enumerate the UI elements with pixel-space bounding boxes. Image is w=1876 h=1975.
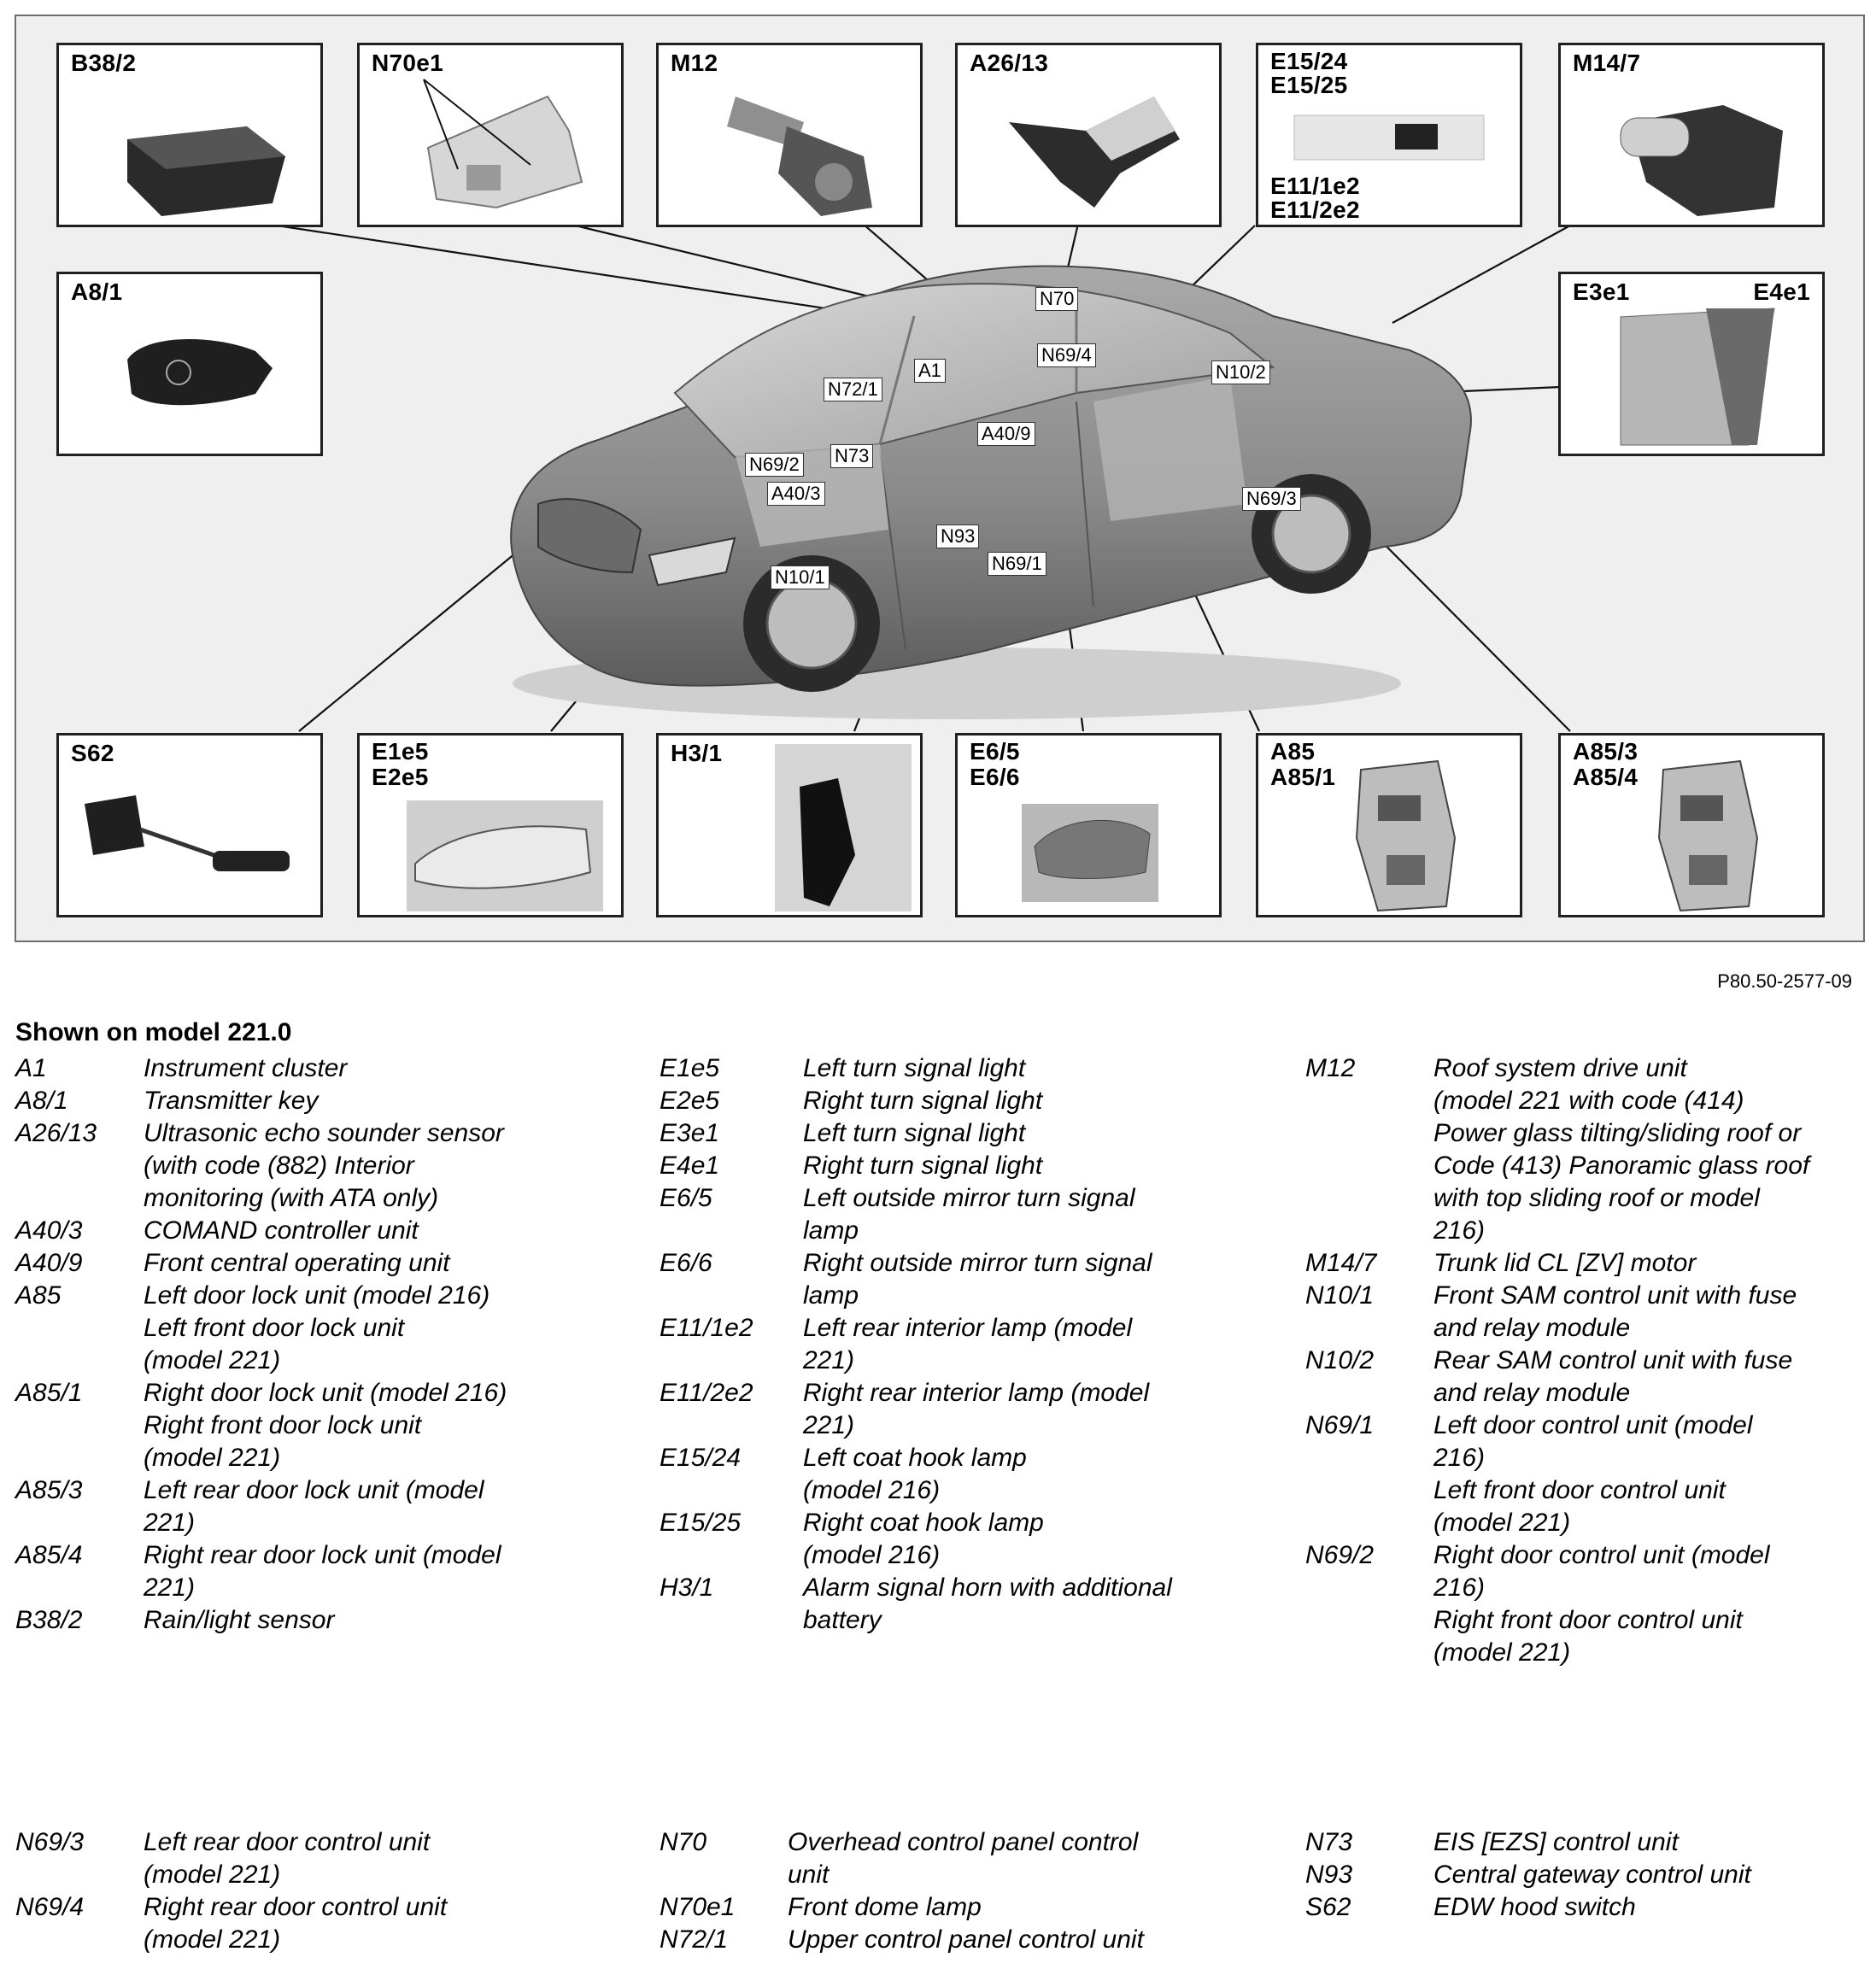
legend-entry [660, 1891, 1258, 1924]
legend-description-line: Right rear door lock unit (model [144, 1541, 501, 1569]
legend-description-line: Right rear interior lamp (model [803, 1379, 1150, 1407]
legend-description-line: EDW hood switch [1433, 1893, 1636, 1921]
legend-heading: Shown on model 221.0 [15, 1018, 292, 1046]
legend-description-line: (model 221) [144, 1346, 281, 1374]
legend-description-line: and relay module [1433, 1314, 1631, 1342]
legend-description-line: battery [803, 1606, 882, 1634]
component-box-a26-13 [955, 43, 1222, 227]
legend-description-line: unit [788, 1861, 830, 1889]
legend-entry [660, 1312, 1258, 1377]
legend-description-line: 221) [803, 1346, 855, 1374]
legend-description-line: 221) [144, 1574, 196, 1602]
legend-description-line: (model 221 with code (414) [1433, 1087, 1744, 1115]
component-box-e1e5 [357, 733, 624, 917]
legend-entry [660, 1507, 1258, 1572]
legend-description [144, 1117, 630, 1215]
legend-description-line: Right door control unit (model [1433, 1541, 1770, 1569]
legend-description [144, 1280, 630, 1377]
legend-description-line: Front SAM control unit with fuse [1433, 1281, 1797, 1310]
legend-description-line: Transmitter key [144, 1087, 319, 1115]
legend-description [144, 1539, 630, 1604]
box-label: A85/4 [1573, 764, 1639, 790]
legend-entry [1305, 1826, 1869, 1859]
legend-description-line: Left front door control unit [1433, 1476, 1726, 1504]
legend-entry [15, 1280, 630, 1377]
legend-entry [660, 1182, 1258, 1247]
car-tag-n70: N70 [1035, 287, 1078, 311]
box-label: E11/2e2 [1270, 196, 1360, 223]
legend-description-line: COMAND controller unit [144, 1216, 419, 1245]
alarm-horn-icon [659, 735, 923, 917]
legend-description-line: Rain/light sensor [144, 1606, 335, 1634]
legend-description [1433, 1891, 1869, 1924]
legend-code: N69/3 [15, 1828, 85, 1856]
car-tag-a40-9: A40/9 [977, 422, 1035, 446]
front-dome-lamp-icon [360, 45, 624, 227]
box-label: M12 [671, 50, 718, 76]
hood-switch-icon [59, 735, 323, 917]
legend-description-line: Left rear interior lamp (model [803, 1314, 1133, 1342]
figure-code: P80.50-2577-09 [1717, 970, 1852, 992]
legend-code: A1 [15, 1054, 47, 1082]
legend-entry [660, 1572, 1258, 1637]
legend-description [803, 1052, 1258, 1085]
legend-entry [15, 1891, 630, 1956]
legend-description-line: Power glass tilting/sliding roof or [1433, 1119, 1802, 1147]
legend-description [803, 1150, 1258, 1182]
legend-description-line: Left turn signal light [803, 1119, 1026, 1147]
legend-code: E4e1 [660, 1152, 720, 1180]
legend-description-line: Front dome lamp [788, 1893, 982, 1921]
legend-code: A85/4 [15, 1541, 83, 1569]
component-box-e3e1 [1558, 272, 1825, 456]
legend-entry [15, 1052, 630, 1085]
legend-description-line: Central gateway control unit [1433, 1861, 1751, 1889]
legend-code: E11/2e2 [660, 1379, 753, 1407]
car-tag-n69-1: N69/1 [988, 552, 1046, 576]
box-label: N70e1 [372, 50, 444, 76]
component-box-h3-1 [656, 733, 923, 917]
legend-description-line: Left coat hook lamp [803, 1444, 1027, 1472]
car-tag-n69-2: N69/2 [745, 453, 804, 477]
legend-description [803, 1442, 1258, 1507]
legend-code: N10/1 [1305, 1281, 1375, 1310]
legend-entry [15, 1826, 630, 1891]
car-illustration [478, 248, 1486, 726]
legend-entry [1305, 1247, 1869, 1280]
legend-description-line: Left door lock unit (model 216) [144, 1281, 490, 1310]
box-label: A26/13 [970, 50, 1049, 76]
legend-column-4 [15, 1826, 630, 1956]
box-label: E15/24 [1270, 48, 1348, 74]
rain-light-sensor-icon [59, 45, 323, 227]
mirror-turn-signal-icon [958, 735, 1222, 917]
legend-description [803, 1572, 1258, 1637]
legend-description-line: (model 221) [144, 1444, 281, 1472]
legend-description-line: and relay module [1433, 1379, 1631, 1407]
legend-description-line: Ultrasonic echo sounder sensor [144, 1119, 504, 1147]
legend-description-line: Right coat hook lamp [803, 1509, 1044, 1537]
legend-description [1433, 1052, 1869, 1247]
box-label: M14/7 [1573, 50, 1641, 76]
legend-code: A8/1 [15, 1087, 68, 1115]
legend-description-line: Left front door lock unit [144, 1314, 405, 1342]
ultrasonic-sensor-icon [958, 45, 1222, 227]
legend-description-line: lamp [803, 1281, 859, 1310]
legend-code: H3/1 [660, 1574, 714, 1602]
box-label: A85/3 [1573, 738, 1639, 765]
legend-description [144, 1247, 630, 1280]
box-label: E6/5 [970, 738, 1020, 765]
legend-code: N69/2 [1305, 1541, 1375, 1569]
car-tag-n72-1: N72/1 [824, 378, 882, 401]
legend-code: A85/1 [15, 1379, 83, 1407]
transmitter-key-icon [59, 274, 323, 456]
rear-turn-signal-icon [1561, 274, 1825, 456]
legend-description-line: Rear SAM control unit with fuse [1433, 1346, 1793, 1374]
legend-code: E3e1 [660, 1119, 720, 1147]
box-label: E1e5 [372, 738, 429, 765]
legend-code: E6/6 [660, 1249, 712, 1277]
legend-code: N10/2 [1305, 1346, 1375, 1374]
legend-description-line: Upper control panel control unit [788, 1925, 1144, 1954]
legend-description-line: (with code (882) Interior [144, 1152, 414, 1180]
legend-description [803, 1117, 1258, 1150]
legend-description [803, 1247, 1258, 1312]
legend-description-line: (model 221) [144, 1861, 281, 1889]
legend-entry [660, 1826, 1258, 1891]
legend-description-line: 216) [1433, 1574, 1486, 1602]
box-label: S62 [71, 740, 114, 766]
legend-code: N73 [1305, 1828, 1353, 1856]
legend-description-line: Trunk lid CL [ZV] motor [1433, 1249, 1697, 1277]
legend-entry [15, 1247, 630, 1280]
legend-description [144, 1377, 630, 1474]
legend-description [803, 1377, 1258, 1442]
legend-description [1433, 1280, 1869, 1345]
car-tag-n10-2: N10/2 [1211, 360, 1270, 384]
component-box-m12 [656, 43, 923, 227]
box-label: A8/1 [71, 278, 123, 305]
legend-description [1433, 1859, 1869, 1891]
legend-entry [660, 1377, 1258, 1442]
box-label: A85 [1270, 738, 1316, 765]
legend-entry [1305, 1891, 1869, 1924]
legend-description [144, 1474, 630, 1539]
legend-description-line: (model 216) [803, 1476, 941, 1504]
legend-description-line: lamp [803, 1216, 859, 1245]
box-label: E15/25 [1270, 72, 1348, 98]
legend-description [144, 1826, 630, 1891]
legend-entry [1305, 1345, 1869, 1409]
roof-drive-unit-icon [659, 45, 923, 227]
component-box-m14-7 [1558, 43, 1825, 227]
car-tag-n73: N73 [830, 444, 873, 468]
coat-hook-lamp-icon [1258, 45, 1522, 227]
box-label: A85/1 [1270, 764, 1336, 790]
legend-code: E6/5 [660, 1184, 712, 1212]
box-label: E3e1 [1573, 278, 1630, 305]
component-box-a85 [1256, 733, 1522, 917]
legend-description-line: Right turn signal light [803, 1152, 1043, 1180]
legend-code: N69/1 [1305, 1411, 1375, 1439]
legend-description-line: Right front door lock unit [144, 1411, 422, 1439]
legend-description-line: Left outside mirror turn signal [803, 1184, 1135, 1212]
legend-description-line: EIS [EZS] control unit [1433, 1828, 1679, 1856]
legend-code: S62 [1305, 1893, 1351, 1921]
legend-entry [15, 1085, 630, 1117]
box-label: H3/1 [671, 740, 723, 766]
headlamp-icon [360, 735, 624, 917]
legend-column-2 [660, 1052, 1258, 1637]
legend-code: A85/3 [15, 1476, 83, 1504]
legend-column-6 [1305, 1826, 1869, 1924]
legend-description-line: Right outside mirror turn signal [803, 1249, 1152, 1277]
legend-description [803, 1312, 1258, 1377]
legend-description-line: (model 216) [803, 1541, 941, 1569]
legend-code: N93 [1305, 1861, 1353, 1889]
legend-entry [15, 1215, 630, 1247]
legend-code: A40/3 [15, 1216, 83, 1245]
legend-description-line: monitoring (with ATA only) [144, 1184, 439, 1212]
legend-description-line: 216) [1433, 1444, 1486, 1472]
legend-description-line: (model 221) [1433, 1509, 1571, 1537]
legend-description [803, 1085, 1258, 1117]
legend-entry [1305, 1409, 1869, 1539]
legend-description-line: Right rear door control unit [144, 1893, 448, 1921]
legend-description [788, 1891, 1258, 1924]
legend-code: A26/13 [15, 1119, 97, 1147]
legend-description-line: Left turn signal light [803, 1054, 1026, 1082]
legend-description-line: (model 221) [1433, 1638, 1571, 1667]
legend-description [803, 1507, 1258, 1572]
legend-entry [15, 1539, 630, 1604]
component-box-e6 [955, 733, 1222, 917]
car-tag-n10-1: N10/1 [771, 566, 830, 589]
door-lock-unit-icon [1561, 735, 1825, 917]
component-box-n70e1 [357, 43, 624, 227]
legend-code: A40/9 [15, 1249, 83, 1277]
legend-description [144, 1052, 630, 1085]
legend-code: E15/24 [660, 1444, 742, 1472]
legend-entry [660, 1150, 1258, 1182]
legend-description [1433, 1826, 1869, 1859]
legend-description [144, 1215, 630, 1247]
legend-entry [660, 1117, 1258, 1150]
legend-description [788, 1826, 1258, 1891]
legend-description-line: Left rear door control unit [144, 1828, 431, 1856]
legend-column-3 [1305, 1052, 1869, 1669]
legend-description [1433, 1247, 1869, 1280]
legend-description-line: Front central operating unit [144, 1249, 450, 1277]
car-tag-a40-3: A40/3 [767, 482, 825, 506]
legend-code: N69/4 [15, 1893, 85, 1921]
trunk-lid-motor-icon [1561, 45, 1825, 227]
legend-code: N70 [660, 1828, 707, 1856]
legend-entry [660, 1442, 1258, 1507]
legend-code: N70e1 [660, 1893, 736, 1921]
legend-description-line: 221) [144, 1509, 196, 1537]
legend-description-line: Left door control unit (model [1433, 1411, 1753, 1439]
legend-code: A85 [15, 1281, 62, 1310]
component-box-a8-1 [56, 272, 323, 456]
component-box-b38-2 [56, 43, 323, 227]
legend-description-line: Left rear door lock unit (model [144, 1476, 484, 1504]
legend-description [144, 1085, 630, 1117]
car-tag-n69-4: N69/4 [1037, 343, 1096, 367]
legend-description-line: Alarm signal horn with additional [803, 1574, 1172, 1602]
legend-description-line: Overhead control panel control [788, 1828, 1139, 1856]
legend-description [144, 1604, 630, 1637]
legend-description-line: 216) [1433, 1216, 1486, 1245]
legend-column-1 [15, 1052, 630, 1637]
box-label: E6/6 [970, 764, 1020, 790]
box-label: E4e1 [1753, 278, 1810, 305]
legend-description [1433, 1345, 1869, 1409]
box-label: B38/2 [71, 50, 137, 76]
car-tag-n93: N93 [936, 525, 979, 548]
legend-entry [15, 1474, 630, 1539]
legend-entry [660, 1085, 1258, 1117]
legend-entry [1305, 1052, 1869, 1247]
legend-entry [15, 1604, 630, 1637]
legend-code: E1e5 [660, 1054, 720, 1082]
legend-description-line: (model 221) [144, 1925, 281, 1954]
legend-description-line: Right front door control unit [1433, 1606, 1743, 1634]
legend-code: E2e5 [660, 1087, 720, 1115]
legend-entry [1305, 1859, 1869, 1891]
legend-description-line: Right turn signal light [803, 1087, 1043, 1115]
legend-description [803, 1182, 1258, 1247]
legend-description-line: with top sliding roof or model [1433, 1184, 1760, 1212]
legend-entry [660, 1052, 1258, 1085]
door-lock-unit-icon [1258, 735, 1522, 917]
legend-description [1433, 1539, 1869, 1669]
legend-description-line: Code (413) Panoramic glass roof [1433, 1152, 1810, 1180]
legend-entry [660, 1247, 1258, 1312]
box-label: E2e5 [372, 764, 429, 790]
car-tag-n69-3: N69/3 [1242, 487, 1301, 511]
car-tag-a1: A1 [914, 359, 946, 383]
component-box-e15 [1256, 43, 1522, 227]
legend-entry [1305, 1539, 1869, 1669]
legend-code: E11/1e2 [660, 1314, 753, 1342]
legend-description-line: Roof system drive unit [1433, 1054, 1687, 1082]
legend-code: N72/1 [660, 1925, 729, 1954]
legend-code: M12 [1305, 1054, 1356, 1082]
legend-entry [660, 1924, 1258, 1956]
legend-description-line: 221) [803, 1411, 855, 1439]
box-label: E11/1e2 [1270, 173, 1360, 199]
legend-description-line: Right door lock unit (model 216) [144, 1379, 507, 1407]
legend-description [788, 1924, 1258, 1956]
legend-code: B38/2 [15, 1606, 83, 1634]
legend-entry [1305, 1280, 1869, 1345]
component-box-s62 [56, 733, 323, 917]
legend-description [1433, 1409, 1869, 1539]
legend-entry [15, 1117, 630, 1215]
legend-code: M14/7 [1305, 1249, 1377, 1277]
legend-column-5 [660, 1826, 1258, 1956]
component-box-a85-3 [1558, 733, 1825, 917]
legend-entry [15, 1377, 630, 1474]
legend-description [144, 1891, 630, 1956]
legend-code: E15/25 [660, 1509, 742, 1537]
legend-description-line: Instrument cluster [144, 1054, 348, 1082]
